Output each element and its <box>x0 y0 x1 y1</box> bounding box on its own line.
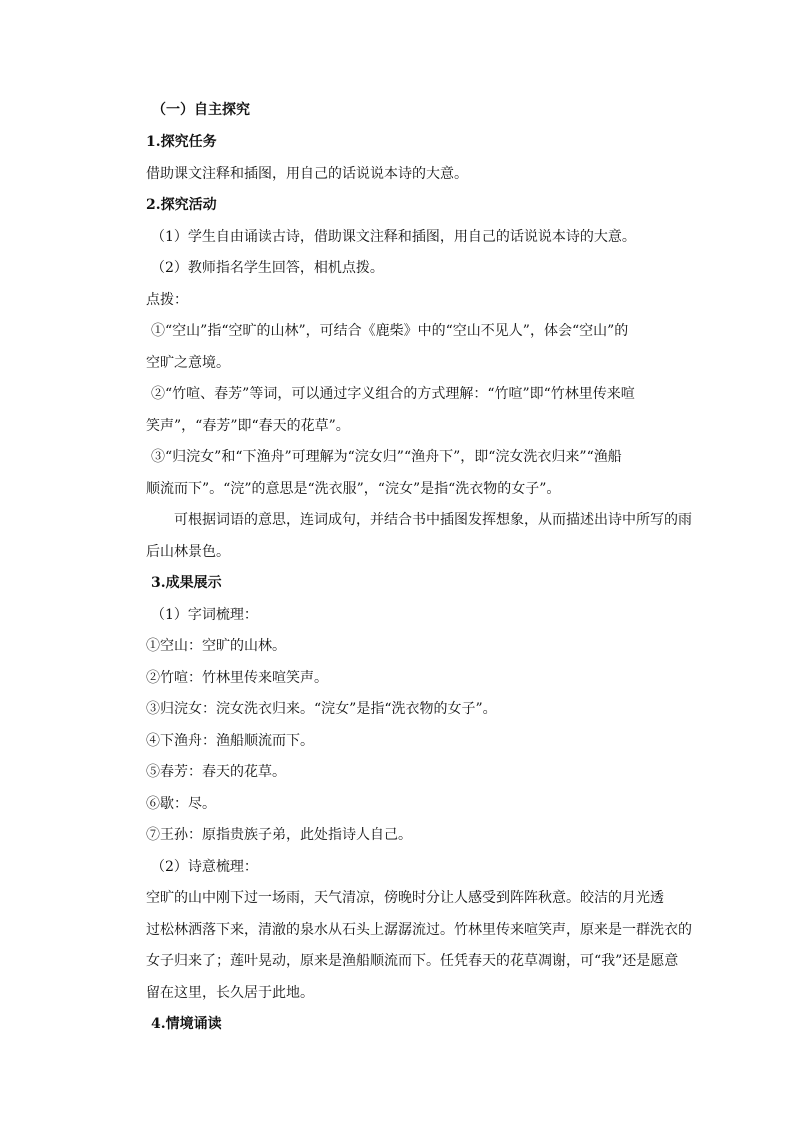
meaning-label: （2）诗意梳理： <box>151 859 258 875</box>
summary-line-2: 后山林景色。 <box>146 544 230 560</box>
word-item: ④下渔舟：渔船顺流而下。 <box>146 733 314 749</box>
summary-line-1: 可根据词语的意思，连词成句，并结合书中插图发挥想象，从而描述出诗中所写的雨 <box>174 512 692 528</box>
activity-2: （2）教师指名学生回答，相机点拨。 <box>151 260 384 276</box>
tip-label: 点拨： <box>146 292 188 308</box>
word-item: ⑦王孙：原指贵族子弟，此处指诗人自己。 <box>146 827 412 843</box>
heading-results: 3.成果展示 <box>151 575 222 591</box>
tip-3-line-2: 顺流而下”。“浣”的意思是“洗衣服”，“浣女”是指“洗衣物的女子”。 <box>146 481 561 497</box>
heading-recitation: 4.情境诵读 <box>151 1016 222 1032</box>
word-item: ①空山：空旷的山林。 <box>146 638 286 654</box>
activity-1: （1）学生自由诵读古诗，借助课文注释和插图，用自己的话说说本诗的大意。 <box>151 229 636 245</box>
word-item: ⑤春芳：春天的花草。 <box>146 764 286 780</box>
meaning-line-1: 空旷的山中刚下过一场雨，天气清凉，傍晚时分让人感受到阵阵秋意。皎洁的月光透 <box>146 890 664 906</box>
meaning-line-2: 过松林洒落下来，清澈的泉水从石头上潺潺流过。竹林里传来喧笑声，原来是一群洗衣的 <box>146 922 692 938</box>
heading-activity: 2.探究活动 <box>146 197 217 213</box>
section-title: （一）自主探究 <box>152 102 250 118</box>
word-item: ⑥歇：尽。 <box>146 796 216 812</box>
words-label: （1）字词梳理： <box>151 607 258 623</box>
task-text: 借助课文注释和插图，用自己的话说说本诗的大意。 <box>146 166 468 182</box>
tip-3-line-1: ③“归浣女”和“下渔舟”可理解为“浣女归”“渔舟下”，即“浣女洗衣归来”“渔船 <box>151 449 622 465</box>
tip-1-line-1: ①“空山”指“空旷的山林”，可结合《鹿柴》中的“空山不见人”，体会“空山”的 <box>151 323 629 339</box>
meaning-line-3: 女子归来了；莲叶晃动，原来是渔船顺流而下。任凭春天的花草凋谢，可“我”还是愿意 <box>146 953 679 969</box>
word-item: ③归浣女：浣女洗衣归来。“浣女”是指“洗衣物的女子”。 <box>146 701 497 717</box>
word-item: ②竹喧：竹林里传来喧笑声。 <box>146 670 328 686</box>
tip-2-line-2: 笑声”，“春芳”即“春天的花草”。 <box>146 418 350 434</box>
meaning-line-4: 留在这里，长久居于此地。 <box>146 985 314 1001</box>
tip-2-line-1: ②“竹喧、春芳”等词，可以通过字义组合的方式理解：“竹喧”即“竹林里传来喧 <box>151 386 635 402</box>
tip-1-line-2: 空旷之意境。 <box>146 355 230 371</box>
heading-task: 1.探究任务 <box>146 134 217 150</box>
